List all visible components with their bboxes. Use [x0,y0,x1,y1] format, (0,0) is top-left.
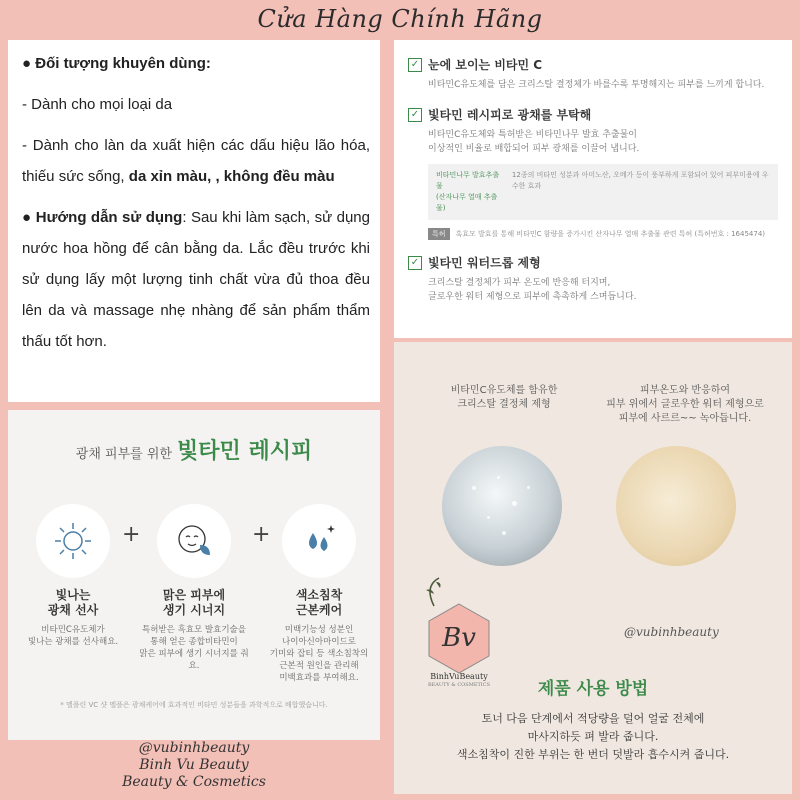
sun-icon [36,504,110,578]
target-item-2-bold: da xỉn màu, , không đều màu [128,168,335,185]
target-item-1: - Dành cho mọi loại da [22,96,173,113]
recipe-item-desc: 비타민C유도체가 빛나는 광채를 선사해요. [27,625,119,647]
recipe-item-synergy [139,504,249,672]
texture-caption-left: 비타민C유도체를 함유한 크리스탈 결정체 제형 [450,385,558,410]
recipe-item-spot-care [264,504,374,684]
target-heading-text: Đối tượng khuyên dùng: [35,55,211,72]
patent-row [428,228,778,240]
recipe-item-title: 맑은 피부에 생기 시너지 [162,588,226,617]
feature-desc: 비타민C유도체를 담은 크리스탈 결정체가 바를수록 투명해지는 피부를 느끼게 합니다. [428,80,765,90]
checkbox-icon: ✓ [408,58,422,72]
target-item-2-text: - Dành cho làn da xuất hiện các dấu hiệu lão hóa, thiếu sức sống, [22,137,370,185]
logo-subtitle: BEAUTY & COSMETICS [427,682,491,688]
feature-heading: 빛타민 워터드롭 제형 [428,256,541,270]
recipe-item-desc: 미백기능성 성분인 나이아신아마이드로 기미와 잡티 등 색소침착의 근본적 원인을 관리해 미백효과를 부여해요. [269,625,369,683]
target-item-2 [22,130,370,192]
feature-desc: 크리스탈 결정체가 피부 온도에 반응해 터지며, 글로우한 워터 제형으로 피부에 촉촉하게 스며듭니다. [428,278,637,302]
recipe-item-desc: 특허받은 흑효모 발효기술을 통해 얻은 종합비타민이 맑은 피부에 생기 시너지를 줘요. [139,625,249,671]
recipe-item-title: 색소침착 근본케어 [295,588,343,617]
recipe-footnote: * 멜플린 VC 샷 멜플은 광채케어에 효과적인 비타민 성분들을 과학적으로 배합했습니다. [60,701,328,709]
usage-paragraph: ● Hướng dẫn sử dụng: Sau khi làm sạch, sử dụng nước hoa hồng để cân bằng da. Lắc đều trước khi sử dụng lấy một lượng tinh chất vừa đủ thoa đều lên da và massage nhẹ nhàng để sản phẩm thẩm thấu tốt hơn. [22,209,370,350]
ingredient-text: 12종의 비타민 성분과 아미노산, 오메가 등이 풍부하게 포함되어 있어 피부미용에 우수한 효과 [511,171,769,190]
usage-heading: Hướng dẫn sử dụng [35,209,183,226]
recipe-item-title: 빛나는 광채 선사 [47,588,99,617]
recipe-panel [8,410,380,740]
recipe-title-small: 광채 피부를 위한 [75,447,172,462]
ingredient-label: 비타민나무 발효추출물 (산자나무 열매 추출물) [436,171,500,212]
recipe-title-big: 빛타민 레시피 [177,439,313,464]
feature-item [408,254,778,304]
plus-sign: + [122,522,141,547]
social-handle: @vubinhbeauty [624,625,719,639]
ingredient-box [428,164,778,220]
brand-signature: @vubinhbeauty Binh Vu Beauty Beauty & Cosmetics [122,740,266,790]
face-leaf-icon [157,504,231,578]
recipe-item-glow [18,504,128,648]
checkbox-icon: ✓ [408,108,422,122]
brand-logo-icon [414,576,504,686]
checkbox-icon: ✓ [408,256,422,270]
advice-panel [8,40,380,402]
water-texture-image [616,446,736,566]
feature-heading: 빛타민 레시피로 광채를 부탁해 [428,108,592,122]
page-title: Cửa Hàng Chính Hãng [257,5,543,33]
usage-title: 제품 사용 방법 [537,679,649,699]
patent-tag: 특허 [428,228,450,240]
usage-instructions: 토너 다음 단계에서 적당량을 덜어 얼굴 전체에 마사지하듯 펴 발라 줍니다. 색소침착이 진한 부위는 한 번더 덧발라 흡수시켜 줍니다. [456,712,730,761]
logo-monogram: Bv [442,623,476,653]
drops-sparkle-icon [282,504,356,578]
features-panel [394,40,792,338]
recipe-title [8,434,380,465]
plus-sign: + [252,522,271,547]
feature-desc: 비타민C유도체와 특허받은 비타민나무 발효 추출물이 이상적인 비율로 배합되어 피부 광채를 이끌어 냅니다. [428,130,640,154]
usage-panel [394,342,792,794]
feature-item [408,106,778,240]
crystal-texture-image [442,446,562,566]
feature-item [408,56,778,92]
feature-heading: 눈에 보이는 비타민 C [428,58,543,72]
logo-name: BinhVuBeauty [430,672,488,681]
target-heading: ● Đối tượng khuyên dùng: [22,55,211,72]
usage-text: : Sau khi làm sạch, sử dụng nước hoa hồng để cân bằng da. Lắc đều trước khi sử dụng lấy một lượng tinh chất vừa đủ thoa đều lên da và massage nhẹ nhàng để sản phẩm thẩm thấu tốt hơn. [22,209,370,350]
patent-text: 흑효모 발효를 통해 비타민C 함량을 증가시킨 산자나무 열매 추출물 관련 특허 (특허번호 : 1645474) [455,230,766,238]
texture-caption-right: 피부온도와 반응하여 피부 위에서 글로우한 워터 제형으로 피부에 사르르~~ 녹아듭니다. [606,385,764,424]
